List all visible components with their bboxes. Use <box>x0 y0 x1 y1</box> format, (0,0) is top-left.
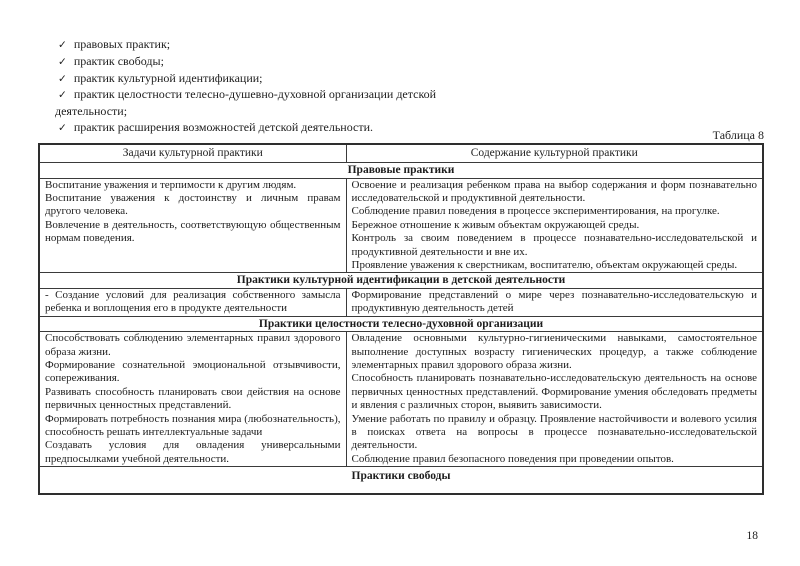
bullet-item <box>55 120 503 137</box>
bullet-text: практик целостности телесно-душевно-духовной организации детской деятельности; <box>55 87 437 119</box>
table-row <box>39 178 763 273</box>
table-row <box>39 332 763 467</box>
content-paragraph: Проявление уважения к сверстникам, воспитателю, объектам окружающей среды. <box>351 258 738 271</box>
task-paragraph: - Создание условий для реализация собственного замысла ребенка и воплощения его в продукте деятельности <box>45 288 341 315</box>
table-row <box>39 288 763 316</box>
checkmark-icon: ✓ <box>58 121 67 134</box>
row2-content-cell <box>346 288 763 316</box>
table-header-row <box>39 144 763 163</box>
row2-tasks-cell <box>39 288 346 316</box>
task-paragraph: Способствовать соблюдению элементарных правил здорового образа жизни. <box>45 332 341 358</box>
row3-content-cell <box>346 332 763 467</box>
checkmark-icon: ✓ <box>58 72 67 85</box>
table-caption: Таблица 8 <box>712 128 764 142</box>
section-row-identification <box>39 273 763 289</box>
task-paragraph: Формирование сознательной эмоциональной отзывчивости, сопереживания. <box>45 358 341 385</box>
content-paragraph: Способность планировать познавательно-исследовательскую деятельность на основе первичных ценностных представлений. Формирование умения обследовать предметы и явления с различных сторон, выявить зависимости. <box>351 372 757 412</box>
checkmark-icon: ✓ <box>58 89 67 102</box>
bullet-text: правовых практик; <box>73 37 171 51</box>
section-title-integrity: Практики целостности телесно-духовной организации <box>39 316 763 332</box>
row1-tasks-cell <box>39 178 346 273</box>
content-paragraph: Овладение основными культурно-гигиеническими навыками, самостоятельное выполнение доступных возрасту гигиенических процедур, а также соблюдение элементарных правил здорового образа жизни. <box>351 332 757 371</box>
bullet-text: практик культурной идентификации; <box>73 70 263 85</box>
section-row-legal <box>39 163 763 179</box>
task-paragraph: Вовлечение в деятельность, соответствующую общественным нормам поведения. <box>45 218 341 245</box>
task-paragraph: Развивать способность планировать свои действия на основе первичных ценностных представлений. <box>45 385 341 412</box>
task-paragraph: Воспитание уважения и терпимости к другим людям. <box>45 178 297 191</box>
content-paragraph: Контроль за своим поведением в процессе познавательно-исследовательской и продуктивной деятельности и вне их. <box>351 232 757 258</box>
row3-tasks-cell <box>39 332 346 467</box>
content-paragraph: Бережное отношение к живым объектам окружающей среды. <box>351 218 640 231</box>
content-paragraph: Соблюдение правил поведения в процессе экспериментирования, на прогулке. <box>351 205 720 218</box>
bullet-item <box>55 87 503 120</box>
bullet-item <box>55 37 503 54</box>
content-paragraph: Формирование представлений о мире через познавательно-исследовательскую и продуктивную деятельность детей <box>351 288 757 315</box>
section-title-legal: Правовые практики <box>39 163 763 179</box>
checkmark-icon: ✓ <box>58 39 67 51</box>
page-number: 18 <box>746 530 758 542</box>
content-paragraph: Умение работать по правилу и образцу. Проявление настойчивости и волевого усилия в поисках ответа на вопросы в процессе познавательно-исследовательской деятельности. <box>351 412 757 452</box>
section-row-integrity <box>39 316 763 332</box>
row1-content-cell <box>346 178 763 273</box>
col-header-tasks: Задачи культурной практики <box>39 144 346 163</box>
section-row-freedom <box>39 467 763 494</box>
checkmark-icon: ✓ <box>58 55 67 68</box>
bullet-text: практик свободы; <box>73 53 164 68</box>
task-paragraph: Создавать условия для овладения универсальными предпосылками учебной деятельности. <box>45 439 341 465</box>
content-paragraph: Соблюдение правил безопасного поведения при проведении опытов. <box>351 452 674 465</box>
task-paragraph: Воспитание уважения к достоинству и личным правам другого человека. <box>45 191 341 218</box>
task-paragraph: Формировать потребность познания мира (любознательность), способность решать интеллектуальные задачи <box>45 412 341 438</box>
cultural-practices-table <box>38 143 764 495</box>
content-paragraph: Освоение и реализация ребенком права на выбор содержания и форм познавательно исследовательской и продуктивной деятельности. <box>351 178 757 204</box>
bullet-item <box>55 71 503 88</box>
col-header-content: Содержание культурной практики <box>346 144 763 163</box>
bullet-list <box>55 37 503 137</box>
section-title-freedom: Практики свободы <box>39 467 763 494</box>
section-title-identification: Практики культурной идентификации в детской деятельности <box>39 273 763 289</box>
bullet-text: практик расширения возможностей детской деятельности. <box>73 119 373 134</box>
bullet-item <box>55 54 503 71</box>
